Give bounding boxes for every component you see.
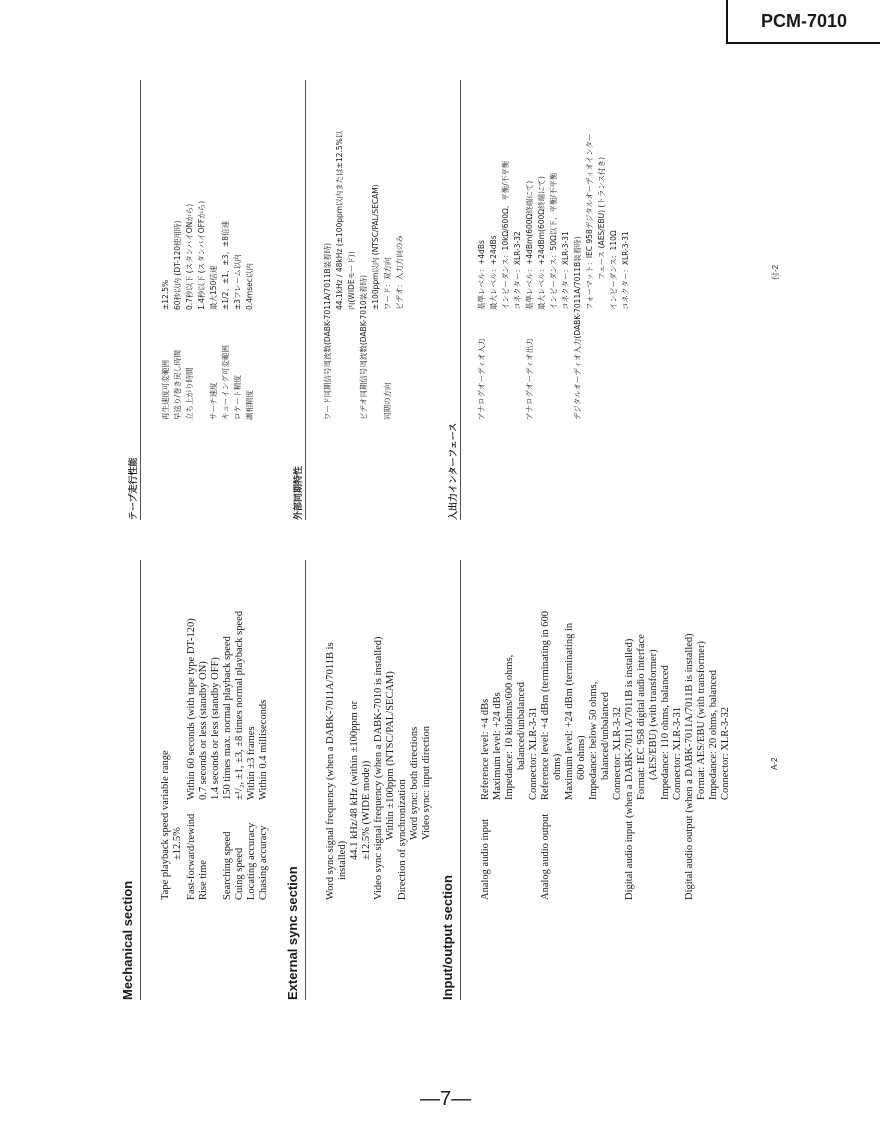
spec-value: ohms): [552, 753, 563, 780]
rotated-spec-sheet: [110, 40, 810, 1040]
spec-value-jp: ±3フレーム以内: [233, 254, 242, 310]
spec-value-jp: 基準レベル：+4dBs: [477, 240, 486, 310]
spec-value: balanced/unbalanced: [600, 691, 611, 780]
spec-value-jp: フェース (AES/EBU) (トランス付き): [597, 156, 606, 280]
spec-value: Within ±3 frames: [246, 726, 257, 800]
spec-value-jp: 1.4秒以下 (スタンバイOFFから): [197, 200, 206, 310]
spec-value-jp: ビデオ：入力方向のみ: [395, 235, 404, 310]
spec-label: Video sync signal frequency (when a DABK-7010 is installed): [373, 636, 384, 900]
spec-label: Searching speed: [222, 831, 233, 900]
spec-label-jp: ロケート精度: [233, 375, 242, 420]
sync-heading-jp: 外部同期特性: [294, 465, 304, 520]
spec-value: balanced/unbalanced: [516, 681, 527, 770]
spec-label-jp: キューイング可変範囲: [221, 345, 230, 420]
mechanical-heading: Mechanical section: [120, 880, 135, 1000]
spec-value: Within 60 seconds (with tape type DT-120): [186, 618, 197, 800]
page-footer-english: A-2: [770, 757, 779, 770]
spec-value-jp: 最大150倍速: [209, 265, 218, 310]
spec-label-jp: 再生速度可変範囲: [161, 360, 170, 420]
spec-value: 600 ohms): [576, 735, 587, 780]
spec-value: Impedance: 20 ohms, balanced: [708, 669, 719, 800]
spec-value-jp: コネクター：XLR-3-31: [621, 231, 630, 310]
spec-value-jp: 0.7秒以下 (スタンバイONから): [185, 203, 194, 310]
page-footer-japanese: 付-2: [771, 264, 780, 280]
spec-value: Impedance: 110 ohms, balanced: [660, 665, 671, 800]
spec-value: Maximum level: +24 dBs: [492, 692, 503, 800]
spec-label-jp: サーチ速度: [209, 382, 218, 420]
spec-label: Direction of synchronization: [397, 779, 408, 900]
spec-value: 44.1 kHz/48 kHz (within ±100ppm or: [349, 700, 360, 860]
spec-value: (AES/EBU) (with transformer): [648, 649, 659, 780]
spec-value: Impedance: 10 kilohms/600 ohms,: [504, 654, 515, 800]
mechanical-heading-jp: テープ走行性能: [129, 457, 139, 520]
spec-value-jp: フォーマット：IEC 958デジタルオーディオインター: [585, 133, 594, 310]
spec-value: 1.4 seconds or less (standby OFF): [210, 657, 221, 800]
divider: [140, 80, 141, 520]
divider: [305, 80, 306, 520]
spec-value-jp: コネクター：XLR-3-31: [561, 231, 570, 310]
spec-value: Reference level: +4 dBs: [480, 698, 491, 800]
spec-value: Connector: XLR-3-31: [528, 706, 539, 800]
spec-label-jp: デジタルオーディオ入力(DABK-7011A/7011B装着時): [573, 236, 582, 420]
spec-value: Word sync: both directions: [409, 726, 420, 840]
spec-label: Digital audio input (when a DABK-7011A/7011B is installed): [624, 638, 635, 900]
spec-value-jp: コネクター：XLR-3-32: [513, 231, 522, 310]
spec-value: Video sync: input direction: [421, 726, 432, 840]
io-heading: Input/output section: [440, 875, 455, 1000]
spec-label: Cuing speed: [234, 847, 245, 900]
spec-value: Connector: XLR-3-32: [720, 706, 731, 800]
spec-value: ±12.5% (WIDE mode)): [361, 760, 372, 860]
spec-value-jp: インピーダンス：10kΩ/600Ω、平衡/不平衡: [501, 160, 510, 310]
spec-value: 150 times max. normal playback speed: [222, 636, 233, 800]
io-heading-jp: 入出力インターフェース: [449, 422, 459, 520]
model-label: PCM-7010: [726, 0, 880, 44]
spec-value: Format: AES/EBU (with transformer): [696, 641, 707, 800]
spec-label: Analog audio output: [540, 813, 551, 900]
spec-value-jp: 0.4msec以内: [245, 263, 254, 310]
spec-label: Digital audio output (when a DABK-7011A/7011B is installed): [684, 633, 695, 900]
spec-value-jp: ±12.5%: [161, 279, 170, 310]
spec-value-jp: 44.1kHz / 48kHz (±100ppm以内または±12.5%以: [335, 130, 344, 310]
divider: [305, 560, 306, 1000]
spec-value-jp: 60秒以内 (DT-120使用時): [173, 220, 182, 310]
spec-label-jp: 早送り/巻き戻し時間: [173, 349, 182, 420]
spec-label: Rise time: [198, 860, 209, 900]
divider: [140, 560, 141, 1000]
spec-value: Within ±100ppm (NTSC/PAL/SECAM): [385, 671, 396, 840]
spec-label: Fast-forward/rewind: [186, 813, 197, 900]
spec-value-jp: ワード：双方向: [383, 257, 392, 310]
spec-value-jp: ±100ppm以内 (NTSC/PAL/SECAM): [371, 184, 380, 310]
spec-label: Chasing accuracy: [258, 825, 269, 900]
sync-heading: External sync section: [285, 866, 300, 1000]
spec-label-jp: アナログオーディオ入力: [477, 338, 486, 420]
spec-label-jp: 立ち上がり時間: [185, 367, 194, 420]
spec-value: Format: IEC 958 digital audio interface: [636, 634, 647, 800]
spec-label-jp: アナログオーディオ出力: [525, 338, 534, 420]
spec-value: ±12.5%: [172, 827, 183, 860]
spec-label-jp: 調相精度: [245, 390, 254, 420]
page-number: —7—: [420, 1088, 472, 1110]
spec-value: Reference level: +4 dBm (terminating in 600: [540, 610, 551, 800]
spec-value-jp: 内(WIDEモード)): [347, 251, 356, 310]
spec-label-jp: ビデオ同期信号周波数(DABK-7010装着時): [359, 274, 368, 420]
spec-value-jp: 最大レベル：+24dBs: [489, 235, 498, 310]
spec-value: Impedance: below 50 ohms,: [588, 681, 599, 800]
spec-value: Within 0.4 milliseconds: [258, 699, 269, 800]
spec-value-jp: 最大レベル：+24dBm(600Ω終端にて): [537, 176, 546, 310]
spec-value-jp: ±1/2、±1、±3、±8倍速: [221, 220, 230, 310]
spec-label: Tape playback speed variable range: [160, 750, 171, 900]
spec-label: Analog audio input: [480, 818, 491, 900]
spec-label-jp: ワード同期信号周波数(DABK-7011A/7011B装着時): [323, 242, 332, 420]
spec-value-jp: インピーダンス：50Ω以下、平衡/不平衡: [549, 172, 558, 310]
spec-label-jp: 同期の方向: [383, 382, 392, 420]
spec-value: Connector: XLR-3-31: [672, 706, 683, 800]
spec-value: Connector: XLR-3-32: [612, 706, 623, 800]
spec-value: 0.7 seconds or less (standby ON): [198, 661, 209, 800]
spec-label: installed): [337, 840, 348, 880]
divider: [460, 560, 461, 1000]
spec-value: Maximum level: +24 dBm (terminating in: [564, 622, 575, 800]
divider: [460, 80, 461, 520]
spec-label: Word sync signal frequency (when a DABK-7011A/7011B is: [325, 642, 336, 900]
spec-value-jp: インピーダンス：110Ω: [609, 230, 618, 310]
spec-value: ±¹/₂, ±1, ±3, ±8 times normal playback speed: [234, 610, 245, 800]
spec-value-jp: 基準レベル：+4dBm(600Ω終端にて): [525, 180, 534, 310]
spec-label: Locating accuracy: [246, 822, 257, 900]
